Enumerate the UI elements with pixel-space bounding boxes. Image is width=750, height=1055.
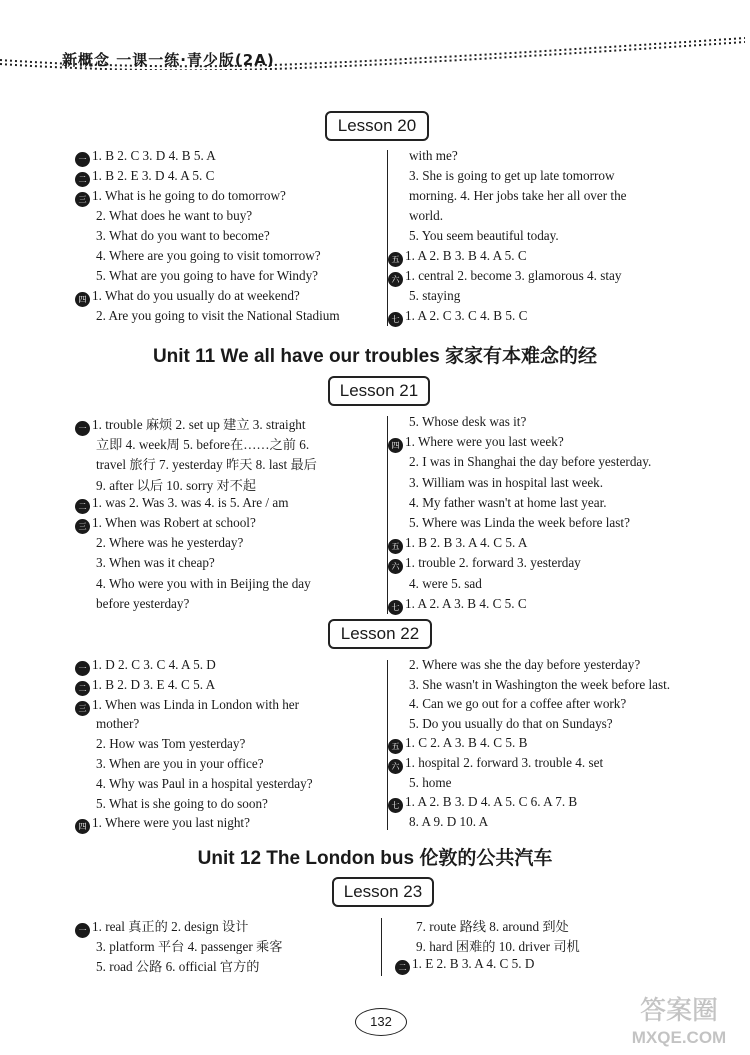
answer-text: 1. hospital 2. forward 3. trouble 4. set xyxy=(405,755,604,770)
answer-text: 4. were 5. sad xyxy=(409,575,482,591)
answer-text: 1. B 2. E 3. D 4. A 5. C xyxy=(92,168,215,183)
answer-line xyxy=(75,535,243,551)
section-number-marker: 二 xyxy=(75,172,90,187)
answer-line xyxy=(75,916,248,938)
answer-text: 5. home xyxy=(409,774,452,790)
answer-line xyxy=(388,657,640,673)
answer-line xyxy=(388,414,526,430)
answer-line xyxy=(75,495,288,514)
answer-line xyxy=(75,677,215,696)
answer-line xyxy=(75,956,259,975)
lesson-22-right-column xyxy=(388,657,743,837)
section-number-marker: 二 xyxy=(75,681,90,696)
section-number-marker: 五 xyxy=(388,739,403,754)
answer-text: 7. route 路线 8. around 到处 xyxy=(416,919,569,934)
answer-text: 4. Where are you going to visit tomorrow? xyxy=(96,248,321,263)
answer-line xyxy=(75,716,139,732)
answer-line xyxy=(75,776,313,792)
lesson-20-label: Lesson 20 xyxy=(325,111,429,141)
answer-text: 5. What is she going to do soon? xyxy=(96,795,268,811)
answer-line xyxy=(75,576,311,592)
answer-text: 1. When was Linda in London with her xyxy=(92,696,300,712)
answer-text: 1. trouble 麻烦 2. set up 建立 3. straight xyxy=(92,417,306,432)
answer-text: 9. hard 困难的 10. driver 司机 xyxy=(416,939,580,954)
answer-text: 1. B 2. B 3. A 4. C 5. A xyxy=(405,535,528,551)
answer-text: before yesterday? xyxy=(96,595,190,611)
answer-text: 8. A 9. D 10. A xyxy=(409,813,489,829)
lesson-21-left-column xyxy=(75,414,375,619)
answer-text: 2. What does he want to buy? xyxy=(96,208,253,223)
answer-line xyxy=(388,755,603,774)
section-number-marker: 三 xyxy=(75,701,90,716)
section-number-marker: 七 xyxy=(388,312,403,327)
answer-text: 1. A 2. B 3. D 4. A 5. C 6. A 7. B xyxy=(405,794,578,810)
section-number-marker: 三 xyxy=(75,519,90,534)
lesson-23-divider xyxy=(381,918,382,976)
answer-line xyxy=(388,308,527,327)
section-number-marker: 一 xyxy=(75,923,90,938)
section-number-marker: 四 xyxy=(75,292,90,307)
answer-text: 5. Whose desk was it? xyxy=(409,414,527,429)
answer-text: 3. What do you want to become? xyxy=(96,228,270,243)
answer-text: 立即 4. week周 5. before在……之前 6. xyxy=(96,437,310,453)
answer-text: 1. B 2. C 3. D 4. B 5. A xyxy=(92,148,216,163)
answer-line xyxy=(75,188,286,207)
lesson-21-right-column xyxy=(388,414,743,619)
answer-line xyxy=(75,815,250,834)
answer-line xyxy=(388,454,651,470)
answer-line xyxy=(75,248,321,264)
answer-line xyxy=(75,434,309,453)
answer-text: travel 旅行 7. yesterday 昨天 8. last 最后 xyxy=(96,457,317,473)
answer-text: 1. Where were you last night? xyxy=(92,815,250,831)
answer-text: 1. real 真正的 2. design 设计 xyxy=(92,919,249,934)
section-number-marker: 五 xyxy=(388,539,403,554)
section-number-marker: 六 xyxy=(388,272,403,287)
answer-text: 3. William was in hospital last week. xyxy=(409,474,604,490)
answer-text: 1. C 2. A 3. B 4. C 5. B xyxy=(405,735,528,751)
answer-text: 5. Do you usually do that on Sundays? xyxy=(409,715,613,731)
section-number-marker: 二 xyxy=(395,960,410,975)
lesson-22-label: Lesson 22 xyxy=(328,619,432,649)
answer-line xyxy=(388,814,488,830)
unit-12-title: Unit 12 The London bus 伦敦的公共汽车 xyxy=(197,848,553,869)
section-number-marker: 一 xyxy=(75,661,90,676)
answer-text: 5. What are you going to have for Windy? xyxy=(96,268,319,283)
answer-line xyxy=(388,148,458,164)
answer-line xyxy=(388,288,460,304)
answer-line xyxy=(388,475,603,491)
answer-text: 1. Where were you last week? xyxy=(405,434,564,450)
answer-line xyxy=(75,796,268,812)
watermark-logo xyxy=(617,991,742,1051)
answer-line xyxy=(388,495,607,511)
answer-text: 1. A 2. B 3. B 4. A 5. C xyxy=(405,248,527,263)
answer-text: 2. I was in Shanghai the day before yesterday. xyxy=(409,454,652,470)
unit-11-title: Unit 11 We all have our troubles 家家有本难念的经 xyxy=(152,346,598,367)
answer-line xyxy=(75,228,270,244)
page-number: 132 xyxy=(355,1008,407,1036)
answer-text: 2. Where was he yesterday? xyxy=(96,535,244,551)
section-number-marker: 七 xyxy=(388,798,403,813)
answer-text: 3. She wasn't in Washington the week before last. xyxy=(409,676,671,692)
answer-line xyxy=(75,475,256,494)
answer-line xyxy=(388,248,527,267)
answer-line xyxy=(75,515,256,534)
answer-line xyxy=(75,736,245,752)
section-number-marker: 二 xyxy=(75,499,90,514)
section-number-marker: 七 xyxy=(388,600,403,615)
header-title: 新概念 一课一练·青少版(2A) xyxy=(62,51,275,69)
answer-text: 4. Can we go out for a coffee after work? xyxy=(409,696,627,712)
answer-line xyxy=(388,228,559,244)
section-number-marker: 六 xyxy=(388,759,403,774)
answer-line xyxy=(75,288,300,307)
answer-line xyxy=(388,696,626,712)
lesson-20-right-column xyxy=(388,148,743,333)
answer-line xyxy=(75,555,215,571)
watermark-line1: 答案圈 xyxy=(639,996,719,1026)
answer-line xyxy=(75,596,189,612)
answer-line xyxy=(388,535,527,554)
answer-line xyxy=(388,515,630,531)
answer-line xyxy=(75,454,317,473)
answer-text: 3. She is going to get up late tomorrow xyxy=(409,168,615,183)
answer-text: world. xyxy=(409,208,444,223)
answer-line xyxy=(388,716,613,732)
lesson-23-label: Lesson 23 xyxy=(332,877,434,907)
answer-line xyxy=(75,756,264,772)
answer-line xyxy=(395,936,580,955)
answer-line xyxy=(75,148,216,167)
answer-line xyxy=(388,677,670,693)
answer-text: 1. D 2. C 3. C 4. A 5. D xyxy=(92,657,216,672)
answer-line xyxy=(388,735,527,754)
answer-text: morning. 4. Her jobs take her all over the xyxy=(409,188,627,203)
section-number-marker: 一 xyxy=(75,421,90,436)
answer-text: 1. E 2. B 3. A 4. C 5. D xyxy=(412,956,535,971)
answer-text: 1. What do you usually do at weekend? xyxy=(92,288,300,303)
lesson-23-left-column xyxy=(75,916,375,980)
answer-text: 4. My father wasn't at home last year. xyxy=(409,494,607,510)
answer-line xyxy=(75,936,282,955)
watermark-line2: MXQE.COM xyxy=(631,1028,727,1047)
answer-line xyxy=(75,414,306,436)
answer-text: 3. platform 平台 4. passenger 乘客 xyxy=(96,939,283,954)
answer-line xyxy=(388,268,621,287)
answer-text: 1. was 2. Was 3. was 4. is 5. Are / am xyxy=(92,494,289,510)
answer-line xyxy=(75,168,214,187)
lesson-20-left-column xyxy=(75,148,375,333)
section-number-marker: 一 xyxy=(75,152,90,167)
section-number-marker: 四 xyxy=(388,438,403,453)
answer-text: with me? xyxy=(409,148,458,163)
answer-line xyxy=(388,794,577,813)
answer-text: 2. Where was she the day before yesterday? xyxy=(409,657,641,672)
answer-line xyxy=(388,775,452,791)
lesson-22-left-column xyxy=(75,657,375,837)
answer-text: 3. When are you in your office? xyxy=(96,756,264,771)
section-number-marker: 三 xyxy=(75,192,90,207)
section-number-marker: 四 xyxy=(75,819,90,834)
answer-line xyxy=(388,555,581,574)
answer-line xyxy=(388,434,564,453)
lesson-21-label: Lesson 21 xyxy=(328,376,430,406)
answer-line xyxy=(388,188,627,204)
section-number-marker: 六 xyxy=(388,559,403,574)
answer-text: 2. Are you going to visit the National Stadium xyxy=(96,308,340,323)
section-number-marker: 五 xyxy=(388,252,403,267)
answer-text: 5. Where was Linda the week before last? xyxy=(409,515,630,530)
answer-line xyxy=(388,208,443,224)
answer-line xyxy=(395,916,569,935)
answer-line xyxy=(388,576,482,592)
answer-text: 1. central 2. become 3. glamorous 4. stay xyxy=(405,268,622,283)
answer-text: 4. Why was Paul in a hospital yesterday? xyxy=(96,775,313,791)
answer-text: 4. Who were you with in Beijing the day xyxy=(96,575,311,591)
answer-text: 1. What is he going to do tomorrow? xyxy=(92,188,286,203)
answer-text: 5. You seem beautiful today. xyxy=(409,228,559,243)
answer-text: 1. When was Robert at school? xyxy=(92,515,256,530)
answer-line xyxy=(75,657,216,676)
answer-text: 3. When was it cheap? xyxy=(96,555,215,571)
answer-text: 5. staying xyxy=(409,288,461,303)
answer-line xyxy=(75,697,299,716)
answer-line xyxy=(75,208,252,224)
answer-text: 1. A 2. C 3. C 4. B 5. C xyxy=(405,308,528,323)
answer-text: 1. trouble 2. forward 3. yesterday xyxy=(405,555,581,571)
answer-text: 2. How was Tom yesterday? xyxy=(96,736,246,752)
lesson-23-right-column xyxy=(395,916,735,980)
answer-text: 9. after 以后 10. sorry 对不起 xyxy=(96,477,257,493)
answer-line xyxy=(388,596,527,615)
answer-line xyxy=(75,268,318,284)
answer-text: 1. A 2. A 3. B 4. C 5. C xyxy=(405,595,527,611)
answer-text: 5. road 公路 6. official 官方的 xyxy=(96,959,260,974)
answer-line xyxy=(395,956,534,975)
answer-line xyxy=(75,308,340,324)
answer-text: mother? xyxy=(96,716,140,732)
answer-text: 1. B 2. D 3. E 4. C 5. A xyxy=(92,676,216,692)
answer-line xyxy=(388,168,614,184)
